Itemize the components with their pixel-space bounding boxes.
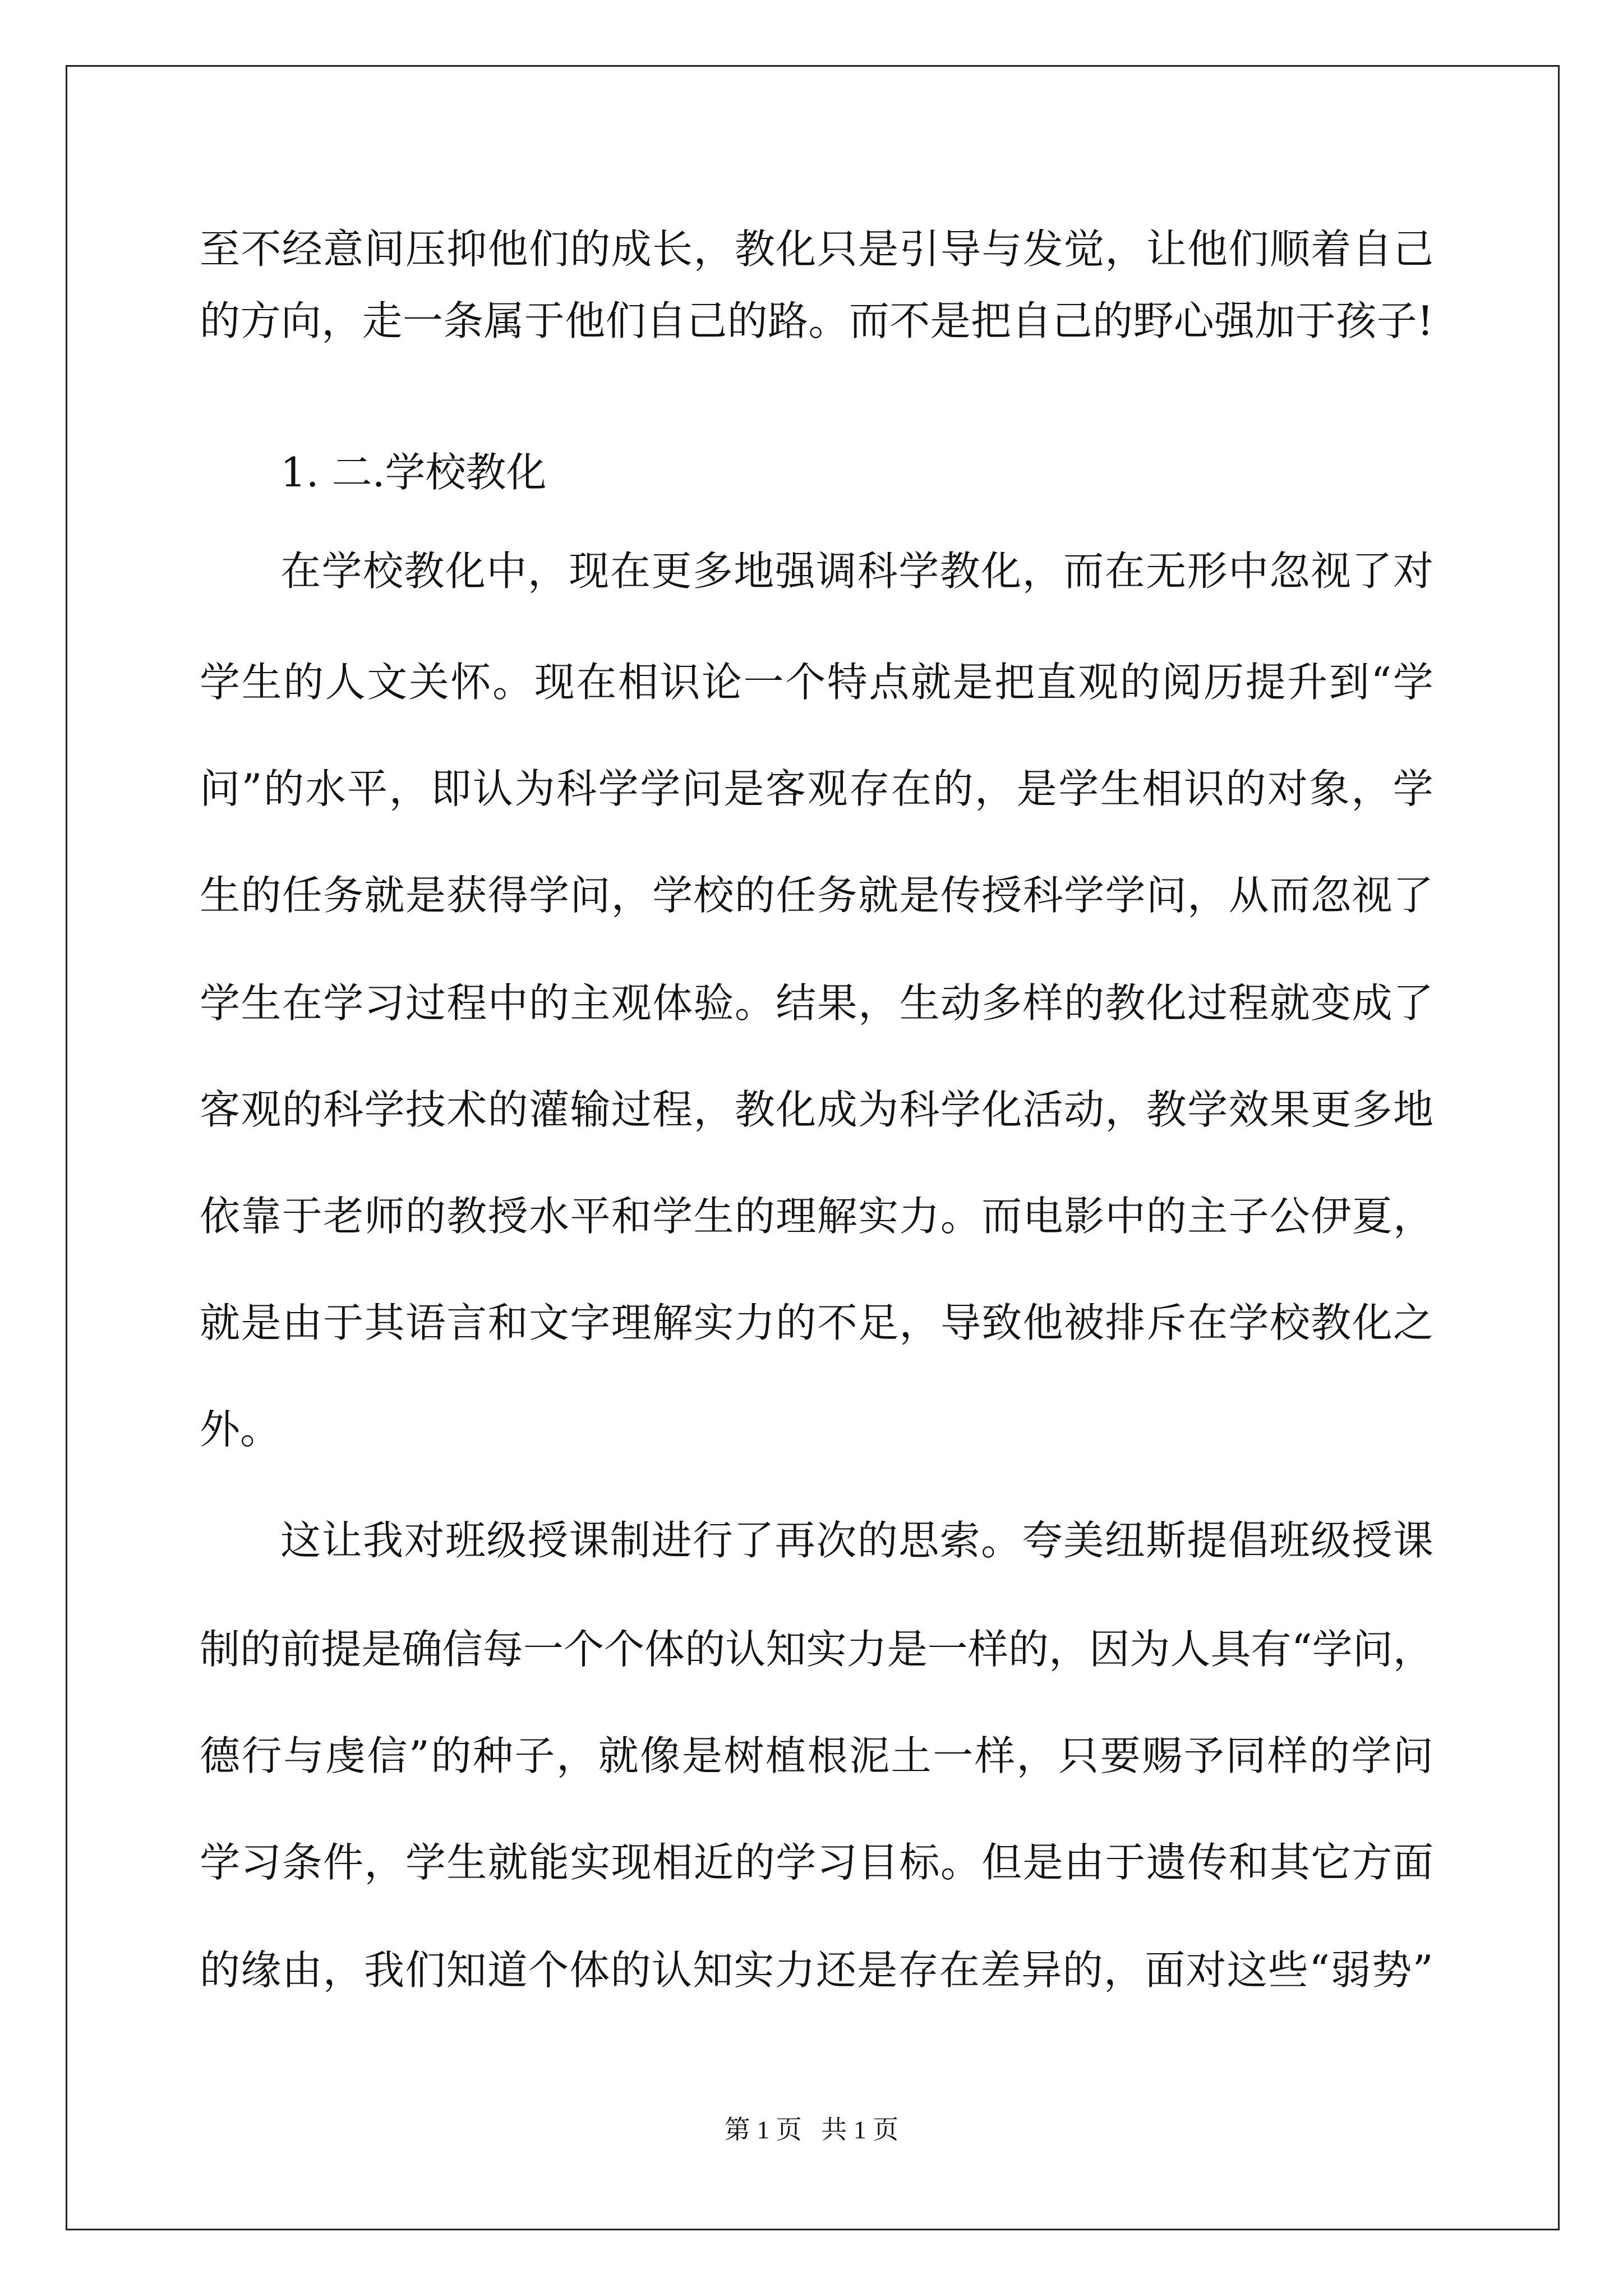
text-line: 问”的水平，即认为科学学问是客观存在的，是学生相识的对象，学: [200, 765, 1435, 812]
text-line: 学生在学习过程中的主观体验。结果，生动多样的教化过程就变成了: [200, 979, 1435, 1027]
text-line: 外。: [200, 1406, 281, 1453]
text-line: 的缘由，我们知道个体的认知实力还是存在差异的，面对这些“弱势”: [200, 1947, 1434, 1994]
text-line: 至不经意间压抑他们的成长，教化只是引导与发觉，让他们顺着自己: [200, 226, 1435, 273]
text-line: 的方向，走一条属于他们自己的路。而不是把自己的野心强加于孩子!: [200, 297, 1434, 344]
page-footer: 第 1 页 共 1 页: [724, 2115, 899, 2144]
section-heading: 1. 二.学校教化: [280, 449, 547, 496]
page-border: [66, 65, 1560, 2230]
text-line: 依靠于老师的教授水平和学生的理解实力。而电影中的主子公伊夏，: [200, 1193, 1435, 1240]
text-line: 在学校教化中，现在更多地强调科学教化，而在无形中忽视了对: [280, 547, 1435, 595]
text-line: 德行与虔信”的种子，就像是树植根泥土一样，只要赐予同样的学问: [200, 1732, 1435, 1779]
text-line: 制的前提是确信每一个个体的认知实力是一样的，因为人具有“学问，: [200, 1626, 1433, 1673]
text-line: 学生的人文关怀。现在相识论一个特点就是把直观的阅历提升到“学: [200, 659, 1435, 706]
text-line: 这让我对班级授课制进行了再次的思索。夸美纽斯提倡班级授课: [280, 1517, 1435, 1564]
text-line: 学习条件，学生就能实现相近的学习目标。但是由于遗传和其它方面: [200, 1839, 1435, 1886]
text-line: 生的任务就是获得学问，学校的任务就是传授科学学问，从而忽视了: [200, 872, 1435, 919]
text-line: 客观的科学技术的灌输过程，教化成为科学化活动，教学效果更多地: [200, 1086, 1435, 1133]
text-line: 就是由于其语言和文字理解实力的不足，导致他被排斥在学校教化之: [200, 1299, 1435, 1346]
